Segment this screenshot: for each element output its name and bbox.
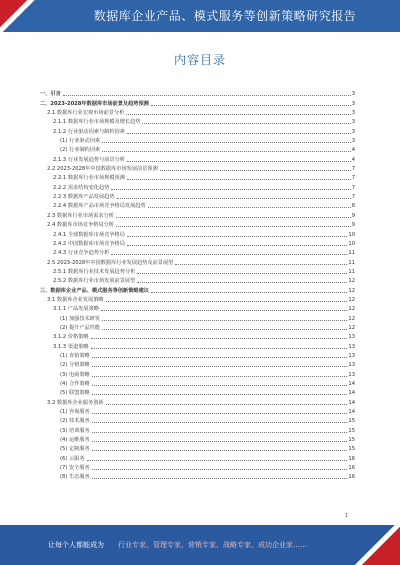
toc-entry-page: 16 <box>348 465 355 472</box>
toc-entry[interactable] <box>40 191 355 200</box>
toc-entry-page: 3 <box>351 91 355 98</box>
toc-entry-label: (2) 分销策略 <box>60 362 90 369</box>
toc-entry-page: 14 <box>348 409 355 416</box>
toc-entry[interactable] <box>40 266 355 275</box>
toc-entry-label: 2.1.3 行业发展趋势与前景分析 <box>53 156 125 163</box>
toc-entry-page: 12 <box>348 315 355 322</box>
toc-entry[interactable] <box>40 396 355 405</box>
toc-entry[interactable] <box>40 181 355 190</box>
toc-entry-page: 11 <box>348 259 355 266</box>
toc-entry[interactable] <box>40 219 355 228</box>
toc-entry[interactable] <box>40 247 355 256</box>
toc-entry-label: (1) 咨询服务 <box>60 409 90 416</box>
toc-dot-leader <box>127 236 347 237</box>
toc-entry-page: 3 <box>351 128 355 135</box>
toc-dot-leader <box>175 264 347 265</box>
toc-dot-leader <box>151 292 347 293</box>
toc-entry-label: 3.1.2 价格策略 <box>53 334 89 341</box>
toc-entry-page: 3 <box>351 138 355 145</box>
toc-entry-label: 三、数据库企业产品、模式服务等创新策略建议 <box>40 287 149 294</box>
toc-dot-leader <box>92 422 348 423</box>
toc-entry-page: 14 <box>348 381 355 387</box>
toc-entry-page: 8 <box>351 203 355 210</box>
toc-entry[interactable] <box>40 144 355 153</box>
toc-entry[interactable] <box>40 275 355 284</box>
toc-entry-label: 2.2.3 数据库产品发展趋势 <box>53 194 115 201</box>
toc-entry[interactable] <box>40 322 355 331</box>
toc-entry-label: 2.1 数据库行业宏观市场前景分析 <box>47 110 125 117</box>
toc-dot-leader <box>137 273 347 274</box>
toc-entry-page: 14 <box>348 390 355 397</box>
toc-entry-label: 2.5 2023-2028年中国数据库行业发展趋势及前景展望 <box>47 259 174 266</box>
toc-dot-leader <box>127 245 347 246</box>
toc-entry-label: 2.3 数据库行业市场需求分析 <box>47 212 114 219</box>
footer-decor-stripe <box>340 525 400 565</box>
toc-dot-leader <box>148 207 351 208</box>
toc-entry-label: (2) 技术服务 <box>60 418 90 425</box>
toc-entry-label: 3.1 数据库企业发展策略 <box>47 296 104 303</box>
toc-entry[interactable] <box>40 284 355 293</box>
toc-entry-label: 2.5.1 数据库行业技术发展趋势分析 <box>53 268 136 275</box>
toc-entry-page: 13 <box>348 371 355 378</box>
toc-entry-label: 2.4.3 行业竞争趋势分析 <box>53 250 110 257</box>
toc-entry-label: 3.1.1 产品发展策略 <box>53 306 99 313</box>
toc-entry-label: (5) 定制服务 <box>60 446 90 453</box>
toc-entry-page: 7 <box>351 194 355 201</box>
toc-dot-leader <box>92 357 348 358</box>
toc-dot-leader <box>63 95 351 96</box>
toc-entry[interactable] <box>40 125 355 134</box>
toc-dot-leader <box>92 432 348 433</box>
toc-entry[interactable] <box>40 368 355 377</box>
toc-dot-leader <box>142 123 350 124</box>
toc-entry-page: 13 <box>348 352 355 359</box>
toc-entry-label: 2.4.2 中国数据库市场竞争格局 <box>53 240 125 247</box>
toc-dot-leader <box>117 198 351 199</box>
toc-dot-leader <box>92 366 348 367</box>
toc-entry-page: 15 <box>348 437 355 444</box>
toc-entry[interactable] <box>40 238 355 247</box>
toc-dot-leader <box>92 469 348 470</box>
toc-entry-label: 2.2.2 需求结构变化趋势 <box>53 184 110 191</box>
toc-dot-leader <box>102 142 351 143</box>
toc-entry-label: 2.4 数据库市场竞争格局分析 <box>47 222 114 229</box>
toc-entry-page: 13 <box>348 362 355 369</box>
toc-entry-label: (7) 安全服务 <box>60 465 90 472</box>
toc-entry-page: 12 <box>348 278 355 285</box>
toc-entry-label: 2.2.4 数据库产品市场竞争格局发展趋势 <box>53 203 146 210</box>
toc-entry-page: 12 <box>348 306 355 313</box>
toc-entry-page: 3 <box>351 119 355 126</box>
toc-entry[interactable] <box>40 378 355 387</box>
toc-dot-leader <box>102 329 347 330</box>
toc-entry[interactable] <box>40 294 355 303</box>
toc-dot-leader <box>127 179 351 180</box>
toc-dot-leader <box>111 189 350 190</box>
footer-roles-text: 行业专家、管理专家、营销专家、战略专家、成功企业家…… <box>118 541 307 549</box>
toc-entry-page: 11 <box>348 268 355 275</box>
toc-entry-page: 16 <box>348 474 355 481</box>
toc-entry-label: (5) 联盟策略 <box>60 390 90 397</box>
report-title: 数据库企业产品、模式服务等创新策略研究报告 <box>93 9 357 23</box>
toc-entry[interactable] <box>40 350 355 359</box>
toc-dot-leader <box>92 478 348 479</box>
toc-entry-label: (1) 加强技术研发 <box>60 315 101 322</box>
toc-entry-label: 一、引言 <box>40 91 61 98</box>
toc-entry[interactable] <box>40 415 355 424</box>
toc-entry-label: 2.5.2 数据库行业市场发展前景展望 <box>53 278 136 285</box>
toc-dot-leader <box>116 226 351 227</box>
toc-entry-page: 15 <box>348 446 355 453</box>
footer-lead-text: 让每个人都能成为 <box>48 541 104 549</box>
toc-entry-page: 11 <box>348 250 355 257</box>
toc-entry[interactable] <box>40 424 355 433</box>
toc-entry-page: 12 <box>348 287 355 294</box>
toc-dot-leader <box>91 348 348 349</box>
toc-entry[interactable] <box>40 107 355 116</box>
toc-entry[interactable] <box>40 228 355 237</box>
toc-entry[interactable] <box>40 387 355 396</box>
toc-entry[interactable] <box>40 359 355 368</box>
toc-entry[interactable] <box>40 163 355 172</box>
toc-entry[interactable] <box>40 331 355 340</box>
toc-entry-page: 7 <box>351 166 355 173</box>
toc-entry-label: 2.2.1 数据库行业市场规模预测 <box>53 175 125 182</box>
page-number: 1 <box>345 513 349 519</box>
toc-entry-label: (2) 提升产品性能 <box>60 324 101 331</box>
header-decor-stripe <box>0 0 40 32</box>
toc-entry-label: (4) 运维服务 <box>60 437 90 444</box>
report-header <box>0 0 400 32</box>
toc-entry[interactable] <box>40 88 355 97</box>
toc-entry[interactable] <box>40 471 355 480</box>
toc-entry-label: (1) 直销策略 <box>60 352 90 359</box>
toc-dot-leader <box>92 450 348 451</box>
toc-dot-leader <box>92 441 348 442</box>
page-footer <box>0 525 400 565</box>
toc-dot-leader <box>151 105 351 106</box>
toc-entry-label: 2.4.1 全球数据库市场竞争格局 <box>53 231 125 238</box>
toc-entry[interactable] <box>40 452 355 461</box>
toc-dot-leader <box>92 394 348 395</box>
toc-entry[interactable] <box>40 256 355 265</box>
toc-entry[interactable] <box>40 172 355 181</box>
toc-entry-page: 16 <box>348 455 355 462</box>
table-of-contents <box>40 88 355 480</box>
toc-entry[interactable] <box>40 135 355 144</box>
toc-entry-page: 3 <box>351 100 355 107</box>
toc-entry-page: 15 <box>348 427 355 434</box>
toc-entry-label: 3.1.3 渠道策略 <box>53 343 89 350</box>
toc-entry-page: 7 <box>351 175 355 182</box>
toc-entry[interactable] <box>40 303 355 312</box>
toc-entry-page: 14 <box>348 399 355 406</box>
toc-entry-page: 7 <box>351 184 355 191</box>
toc-entry[interactable] <box>40 312 355 321</box>
toc-entry-label: (3) 电商策略 <box>60 371 90 378</box>
toc-entry-page: 12 <box>348 296 355 303</box>
toc-entry-label: (6) 云服务 <box>60 455 85 462</box>
toc-entry[interactable] <box>40 462 355 471</box>
toc-dot-leader <box>101 310 347 311</box>
toc-entry-page: 3 <box>351 110 355 117</box>
toc-entry[interactable] <box>40 443 355 452</box>
toc-entry[interactable] <box>40 406 355 415</box>
toc-entry[interactable] <box>40 434 355 443</box>
toc-entry-page: 9 <box>351 222 355 229</box>
toc-entry-page: 15 <box>348 418 355 425</box>
toc-dot-leader <box>137 282 347 283</box>
toc-dot-leader <box>160 170 351 171</box>
toc-dot-leader <box>106 301 348 302</box>
toc-entry-page: 13 <box>348 343 355 350</box>
toc-dot-leader <box>106 404 348 405</box>
toc-entry-page: 12 <box>348 324 355 331</box>
toc-dot-leader <box>92 376 348 377</box>
toc-entry-label: (4) 合作策略 <box>60 381 90 387</box>
toc-dot-leader <box>111 254 347 255</box>
toc-entry[interactable] <box>40 340 355 349</box>
toc-entry[interactable] <box>40 97 355 106</box>
toc-entry-label: 2.2 2023-2028年中国数据库市场发展前景预测 <box>47 166 158 173</box>
toc-entry-label: 2.1.2 行业驱动因素与制约因素 <box>53 128 125 135</box>
toc-entry-page: 10 <box>348 231 355 238</box>
toc-entry-page: 9 <box>351 212 355 219</box>
toc-entry-page: 10 <box>348 240 355 247</box>
toc-entry-label: (8) 生态服务 <box>60 474 90 481</box>
toc-dot-leader <box>102 151 351 152</box>
toc-entry-page: 4 <box>351 147 355 154</box>
toc-entry-label: (3) 培训服务 <box>60 427 90 434</box>
toc-entry-label: 3.2 数据库企业服务创新 <box>47 399 104 406</box>
toc-entry[interactable] <box>40 209 355 218</box>
toc-dot-leader <box>92 385 348 386</box>
toc-title: 内容目录 <box>173 53 226 67</box>
toc-entry-label: 二、2023-2028年数据库市场前景及趋势预测 <box>40 100 149 107</box>
toc-dot-leader <box>87 460 348 461</box>
toc-entry-page: 4 <box>351 156 355 163</box>
toc-dot-leader <box>126 114 350 115</box>
toc-entry[interactable] <box>40 200 355 209</box>
toc-dot-leader <box>127 161 351 162</box>
toc-entry-label: (2) 行业制约因素 <box>60 147 101 154</box>
toc-dot-leader <box>116 217 351 218</box>
toc-dot-leader <box>102 320 347 321</box>
toc-entry[interactable] <box>40 116 355 125</box>
toc-dot-leader <box>127 133 351 134</box>
toc-dot-leader <box>92 413 348 414</box>
toc-entry-label: 2.1.1 数据库行业市场规模及增长趋势 <box>53 119 141 126</box>
toc-dot-leader <box>91 338 348 339</box>
toc-entry-page: 13 <box>348 334 355 341</box>
toc-entry-label: (1) 行业驱动因素 <box>60 138 101 145</box>
toc-entry[interactable] <box>40 153 355 162</box>
